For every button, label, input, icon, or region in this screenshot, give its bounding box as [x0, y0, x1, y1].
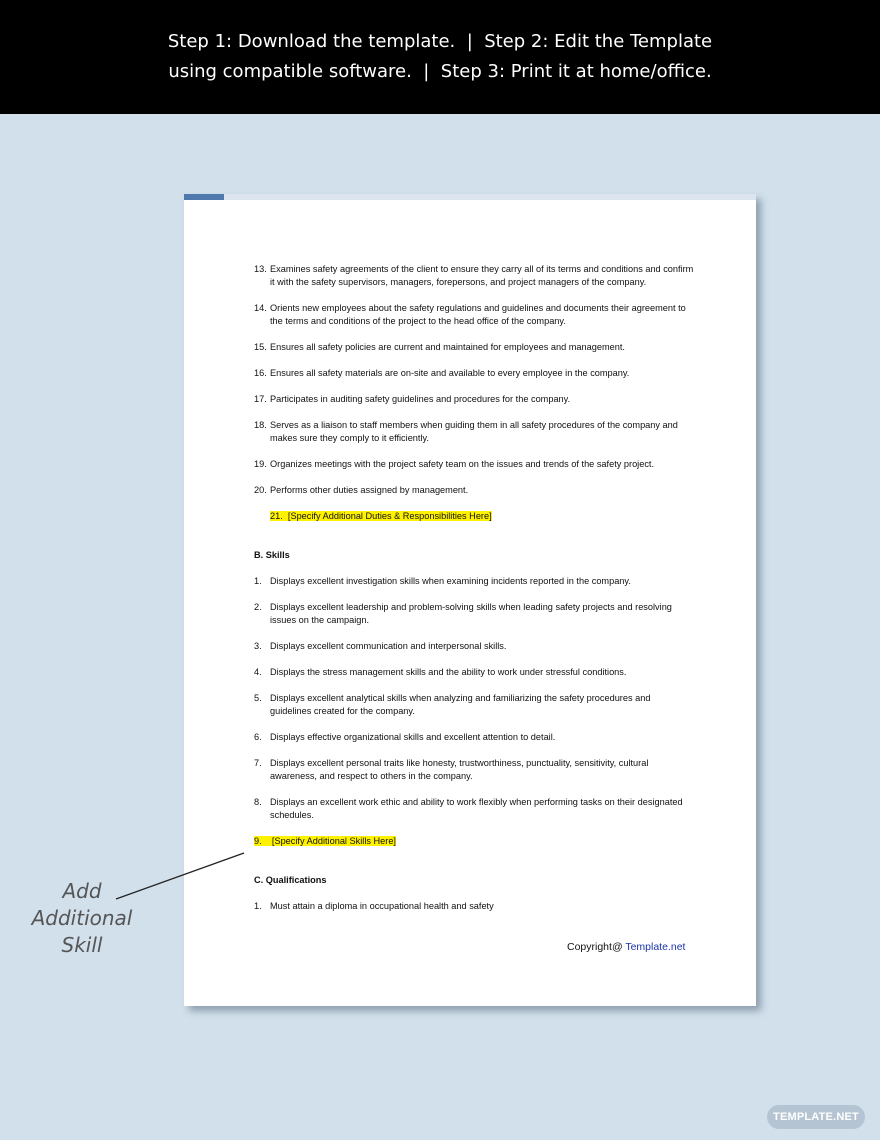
item-number: 8.: [254, 797, 262, 807]
item-number: 6.: [254, 732, 262, 742]
list-item: [254, 731, 694, 744]
list-item: [254, 666, 694, 679]
list-item: [254, 484, 694, 497]
item-text: [Specify Additional Skills Here]: [271, 836, 396, 846]
template-net-badge[interactable]: TEMPLATE.NET: [767, 1105, 865, 1129]
item-number: 4.: [254, 667, 262, 677]
list-item: [254, 757, 694, 783]
item-text: Ensures all safety policies are current and maintained for employees and management.: [270, 342, 625, 352]
list-item: [254, 601, 694, 627]
qualifications-heading: C. Qualifications: [254, 875, 327, 885]
item-number: 17.: [254, 394, 267, 404]
callout-line-3: Skill: [61, 933, 103, 957]
banner-line-1: Step 1: Download the template. | Step 2: Edit the Template: [167, 31, 713, 52]
skills-list: [254, 575, 694, 848]
item-number: 19.: [254, 459, 267, 469]
item-text: Serves as a liaison to staff members when guiding them in all safety procedures of the company and makes sure they comply to it efficiently.: [270, 420, 678, 443]
placeholder-highlight: [254, 836, 396, 846]
list-item: [254, 640, 694, 653]
item-text: Ensures all safety materials are on-site and available to every employee in the company.: [270, 368, 630, 378]
document-body: [254, 263, 694, 926]
item-number: 2.: [254, 602, 262, 612]
list-item: [254, 393, 694, 406]
item-number: 20.: [254, 485, 267, 495]
skills-heading: B. Skills: [254, 550, 290, 560]
item-text: Displays effective organizational skills and excellent attention to detail.: [270, 732, 556, 742]
item-text: Displays excellent investigation skills when examining incidents reported in the company.: [270, 576, 631, 586]
item-number: 1.: [254, 901, 262, 911]
callout-line-1: Add: [62, 879, 102, 903]
instructions-banner: [0, 0, 880, 114]
item-number: 1.: [254, 576, 262, 586]
page-top-band: [184, 194, 756, 200]
list-item: [254, 796, 694, 822]
item-number: 16.: [254, 368, 267, 378]
page-accent-bar: [184, 194, 224, 200]
list-item: [254, 367, 694, 380]
item-text: Organizes meetings with the project safety team on the issues and trends of the safety project.: [270, 459, 655, 469]
callout-line-2: Additional: [31, 906, 133, 930]
item-number: 9.: [254, 836, 262, 846]
item-text: Displays excellent communication and interpersonal skills.: [270, 641, 507, 651]
list-item: [254, 575, 694, 588]
item-text: Displays excellent leadership and problem-solving skills when leading safety projects and resolving issues on the campaign.: [270, 602, 672, 625]
qualifications-list: [254, 900, 694, 913]
item-text: Participates in auditing safety guidelines and procedures for the company.: [270, 394, 571, 404]
skills-placeholder: [254, 835, 694, 848]
copyright-notice: [567, 941, 685, 953]
item-text: Displays excellent analytical skills when analyzing and familiarizing the safety procedures and guidelines created for the company.: [270, 693, 651, 716]
item-text: Must attain a diploma in occupational health and safety: [270, 901, 494, 911]
copyright-prefix: Copyright@: [567, 941, 626, 953]
list-item: [254, 302, 694, 328]
list-item: [254, 458, 694, 471]
list-item: [254, 419, 694, 445]
list-item: [254, 341, 694, 354]
responsibilities-placeholder: [254, 510, 694, 523]
item-number: 13.: [254, 264, 267, 274]
item-text: Orients new employees about the safety regulations and guidelines and documents their agreement to the terms and conditions of the project to the head office of the company.: [270, 303, 686, 326]
list-item: [254, 900, 694, 913]
item-text: Displays an excellent work ethic and ability to work flexibly when performing tasks on their designated schedules.: [270, 797, 683, 820]
item-number: 18.: [254, 420, 267, 430]
item-text: Examines safety agreements of the client to ensure they carry all of its terms and conditions and confirm it with the safety supervisors, managers, forepersons, and project managers of the company.: [270, 264, 694, 287]
item-number: 15.: [254, 342, 267, 352]
item-text: Displays the stress management skills and the ability to work under stressful conditions.: [270, 667, 627, 677]
item-number: 14.: [254, 303, 267, 313]
document-page: [184, 194, 756, 1006]
list-item: [254, 263, 694, 289]
item-number: 3.: [254, 641, 262, 651]
responsibilities-list: [254, 263, 694, 523]
item-number: 21.: [270, 511, 283, 521]
item-text: [Specify Additional Duties & Responsibilities Here]: [287, 511, 492, 521]
list-item: [254, 692, 694, 718]
item-number: 5.: [254, 693, 262, 703]
item-text: Performs other duties assigned by management.: [270, 485, 469, 495]
placeholder-highlight: [270, 511, 492, 521]
callout-label: [14, 878, 150, 959]
item-text: Displays excellent personal traits like honesty, trustworthiness, punctuality, sensitivity, cultural awareness, and respect to others in the company.: [270, 758, 649, 781]
copyright-brand-link[interactable]: Template.net: [625, 941, 686, 953]
banner-line-2: using compatible software. | Step 3: Print it at home/office.: [168, 61, 712, 82]
item-number: 7.: [254, 758, 262, 768]
